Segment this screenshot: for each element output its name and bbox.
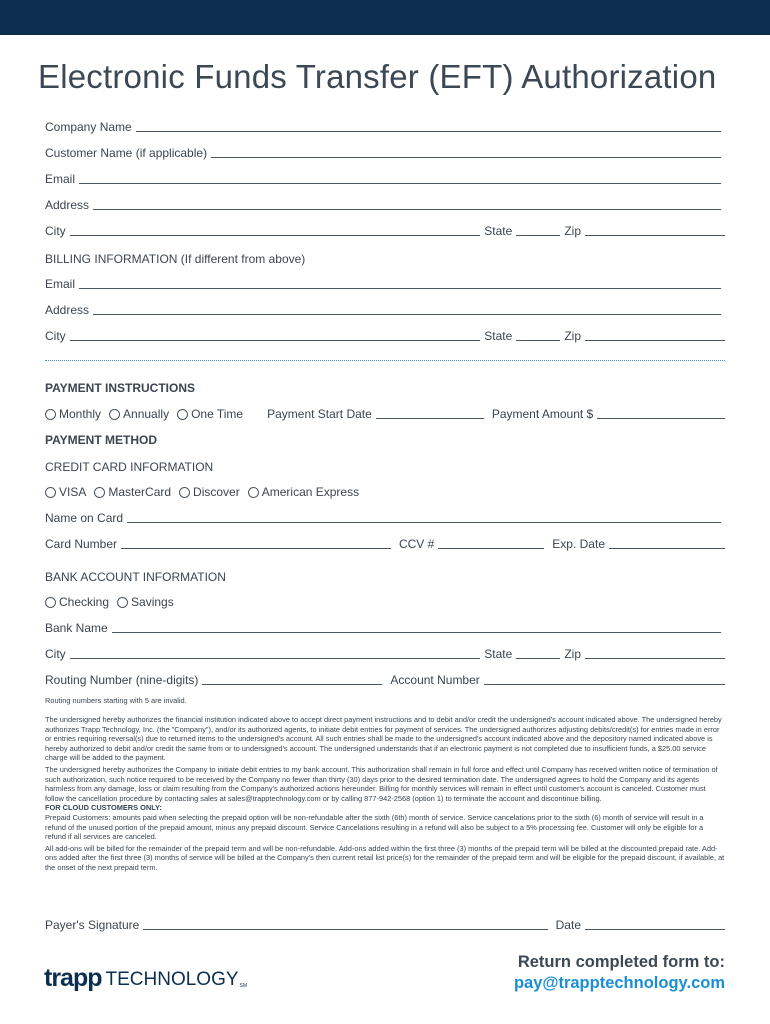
zip-field[interactable] <box>585 234 725 236</box>
radio-mastercard[interactable]: MasterCard <box>94 485 171 499</box>
bank-heading: BANK ACCOUNT INFORMATION <box>45 570 226 584</box>
payment-instructions-heading: PAYMENT INSTRUCTIONS <box>45 381 196 395</box>
billing-address-label: Address <box>45 303 90 317</box>
customer-name-field[interactable] <box>211 156 721 158</box>
billing-email-label: Email <box>45 277 76 291</box>
payment-method-heading-row <box>45 431 725 447</box>
billing-zip-label: Zip <box>564 329 581 343</box>
company-name-row <box>45 118 725 134</box>
signature-date-label: Date <box>555 918 581 932</box>
radio-circle-icon <box>45 409 56 420</box>
billing-city-label: City <box>45 329 66 343</box>
trapp-technology-logo: trapp TECHNOLOGY SM <box>44 964 248 992</box>
cloud-customers-heading: FOR CLOUD CUSTOMERS ONLY: <box>45 803 162 813</box>
email-field[interactable] <box>79 182 721 184</box>
billing-state-label: State <box>484 329 513 343</box>
bank-heading-row <box>45 568 725 584</box>
state-label: State <box>484 224 513 238</box>
legal-paragraph-2: The undersigned hereby authorizes the Company to initiate debit entries to my bank account. This authorization shall remain in full force and effect until Company has received written notice of termination of such authorization, such notice required to be received by the Company no fewer than thirty (30) days prior to the desired termination date. The undersigned agrees to hold the Company and its agents harmless from any damage, loss or claim resulting from the Company's authorized actions hereunder. Billing for monthly services will remain in effect until customer's account is canceled. Customer must follow the cancellation procedure by contacting sales at sales@trapptechnology.com or by calling 877-942-2568 (option 1) to terminate the account and discontinue billing. <box>45 764 718 803</box>
name-on-card-field[interactable] <box>127 521 721 523</box>
radio-discover[interactable]: Discover <box>179 485 240 499</box>
payer-signature-field[interactable] <box>143 928 547 930</box>
credit-card-heading: CREDIT CARD INFORMATION <box>45 460 214 474</box>
email-label: Email <box>45 172 76 186</box>
radio-annually[interactable]: Annually <box>109 407 169 421</box>
exp-date-field[interactable] <box>609 547 725 549</box>
legal-paragraph-3: Prepaid Customers: amounts paid when selecting the prepaid option will be non-refundable after the sixth (6th) month of service. Service cancelations prior to the sixth (6) month of service will result in a refund of the unused portion of the prepaid amount, minus any prepaid discount. Service Cancelations resulting in a refund will also be subject to a 5% processing fee. Customer will only be eligible for a refund if all services are canceled. <box>45 812 704 842</box>
routing-note: Routing numbers starting with 5 are invalid. <box>45 696 187 705</box>
bank-city-state-zip-row <box>45 645 725 661</box>
radio-monthly[interactable]: Monthly <box>45 407 101 421</box>
ccv-field[interactable] <box>438 547 544 549</box>
page-title: Electronic Funds Transfer (EFT) Authorization <box>38 58 717 95</box>
ccv-label: CCV # <box>398 537 435 551</box>
radio-savings[interactable]: Savings <box>117 595 174 609</box>
payment-frequency-row <box>45 405 725 421</box>
bank-city-label: City <box>45 647 66 661</box>
routing-number-label: Routing Number (nine-digits) <box>45 673 199 687</box>
legal-paragraph-1: The undersigned hereby authorizes the financial institution indicated above to accept direct payment instructions and to debit and/or credit the undersigned's account indicated above. The undersigned hereby authorizes Trapp Technology, Inc. (the "Company"), and/or its authorized agents, to initiate debit entries for payment of services. The undersigned authorizes adjusting debits/credit(s) for entries made in error or entries requiring reversal(s) due to returned items to the undersigned's account. All such entries shall be made to the undersigned's account indicated above and the depository named indicated above is hereby authorized to debit and/or credit the same from or to undersigned's account. The undersigned understands that if an electronic payment is not completed due to insufficient funds, a $25.00 service charge will be added to the payment. <box>45 715 722 763</box>
billing-heading-row <box>45 250 725 266</box>
bank-name-field[interactable] <box>112 631 721 633</box>
customer-name-label: Customer Name (if applicable) <box>45 146 208 160</box>
radio-circle-icon <box>109 409 120 420</box>
billing-address-field[interactable] <box>93 313 721 315</box>
radio-circle-icon <box>179 487 190 498</box>
bank-name-label: Bank Name <box>45 621 108 635</box>
radio-circle-icon <box>177 409 188 420</box>
radio-checking[interactable]: Checking <box>45 595 109 609</box>
state-field[interactable] <box>516 234 560 236</box>
account-type-row <box>45 593 725 609</box>
bank-zip-label: Zip <box>564 647 581 661</box>
credit-card-heading-row <box>45 458 725 474</box>
account-number-label: Account Number <box>390 673 480 687</box>
bank-zip-field[interactable] <box>585 657 725 659</box>
city-field[interactable] <box>70 234 481 236</box>
bank-city-field[interactable] <box>70 657 481 659</box>
signature-row <box>45 916 725 932</box>
radio-circle-icon <box>45 487 56 498</box>
radio-circle-icon <box>45 597 56 608</box>
signature-date-field[interactable] <box>585 928 725 930</box>
payment-start-date-label: Payment Start Date <box>267 407 372 421</box>
name-on-card-row <box>45 509 725 525</box>
card-number-row <box>45 535 725 551</box>
top-banner <box>0 0 770 35</box>
routing-account-row <box>45 671 725 687</box>
name-on-card-label: Name on Card <box>45 511 124 525</box>
address-label: Address <box>45 198 90 212</box>
bank-state-field[interactable] <box>516 657 560 659</box>
city-label: City <box>45 224 66 238</box>
zip-label: Zip <box>564 224 581 238</box>
section-divider <box>45 360 725 361</box>
radio-circle-icon <box>117 597 128 608</box>
company-name-field[interactable] <box>136 130 721 132</box>
city-state-zip-row <box>45 222 725 238</box>
card-number-field[interactable] <box>121 547 391 549</box>
return-label: Return completed form to: <box>517 953 725 971</box>
billing-state-field[interactable] <box>516 339 560 341</box>
routing-number-field[interactable] <box>202 683 382 685</box>
billing-city-field[interactable] <box>70 339 481 341</box>
radio-circle-icon <box>248 487 259 498</box>
payment-method-heading: PAYMENT METHOD <box>45 433 158 447</box>
address-row <box>45 196 725 212</box>
billing-heading: BILLING INFORMATION (If different from above) <box>45 252 306 266</box>
company-name-label: Company Name <box>45 120 132 134</box>
customer-name-row <box>45 144 725 160</box>
payment-amount-label: Payment Amount $ <box>491 407 594 421</box>
legal-paragraph-4: All add-ons will be billed for the remainder of the prepaid term and will be non-refundable. Add-ons added within the first three (3) months of the prepaid term will be billed at the discounted prepaid rate. Add-ons added after the first three (3) months of service will be billed at the Company's then current retail list price(s) for the remainder of the prepaid term and will be eligible for the prepaid discount, if available, at the onset of the next prepaid term. <box>45 843 725 872</box>
return-info <box>514 953 725 993</box>
radio-one-time[interactable]: One Time <box>177 407 243 421</box>
card-type-row <box>45 483 725 499</box>
radio-american-express[interactable]: American Express <box>248 485 359 499</box>
card-number-label: Card Number <box>45 537 118 551</box>
address-field[interactable] <box>93 208 721 210</box>
radio-circle-icon <box>94 487 105 498</box>
return-email-link[interactable]: pay@trapptechnology.com <box>513 974 725 992</box>
payment-instructions-heading-row <box>45 379 725 395</box>
exp-date-label: Exp. Date <box>552 537 605 551</box>
billing-email-field[interactable] <box>79 287 721 289</box>
billing-email-row <box>45 275 725 291</box>
account-number-field[interactable] <box>484 683 725 685</box>
payer-signature-label: Payer's Signature <box>45 918 140 932</box>
legal-text <box>45 715 725 873</box>
radio-visa[interactable]: VISA <box>45 485 86 499</box>
payment-amount-field[interactable] <box>597 417 725 419</box>
billing-address-row <box>45 301 725 317</box>
payment-start-date-field[interactable] <box>376 417 484 419</box>
bank-name-row <box>45 619 725 635</box>
billing-zip-field[interactable] <box>585 339 725 341</box>
bank-state-label: State <box>484 647 513 661</box>
email-row <box>45 170 725 186</box>
billing-city-state-zip-row <box>45 327 725 343</box>
